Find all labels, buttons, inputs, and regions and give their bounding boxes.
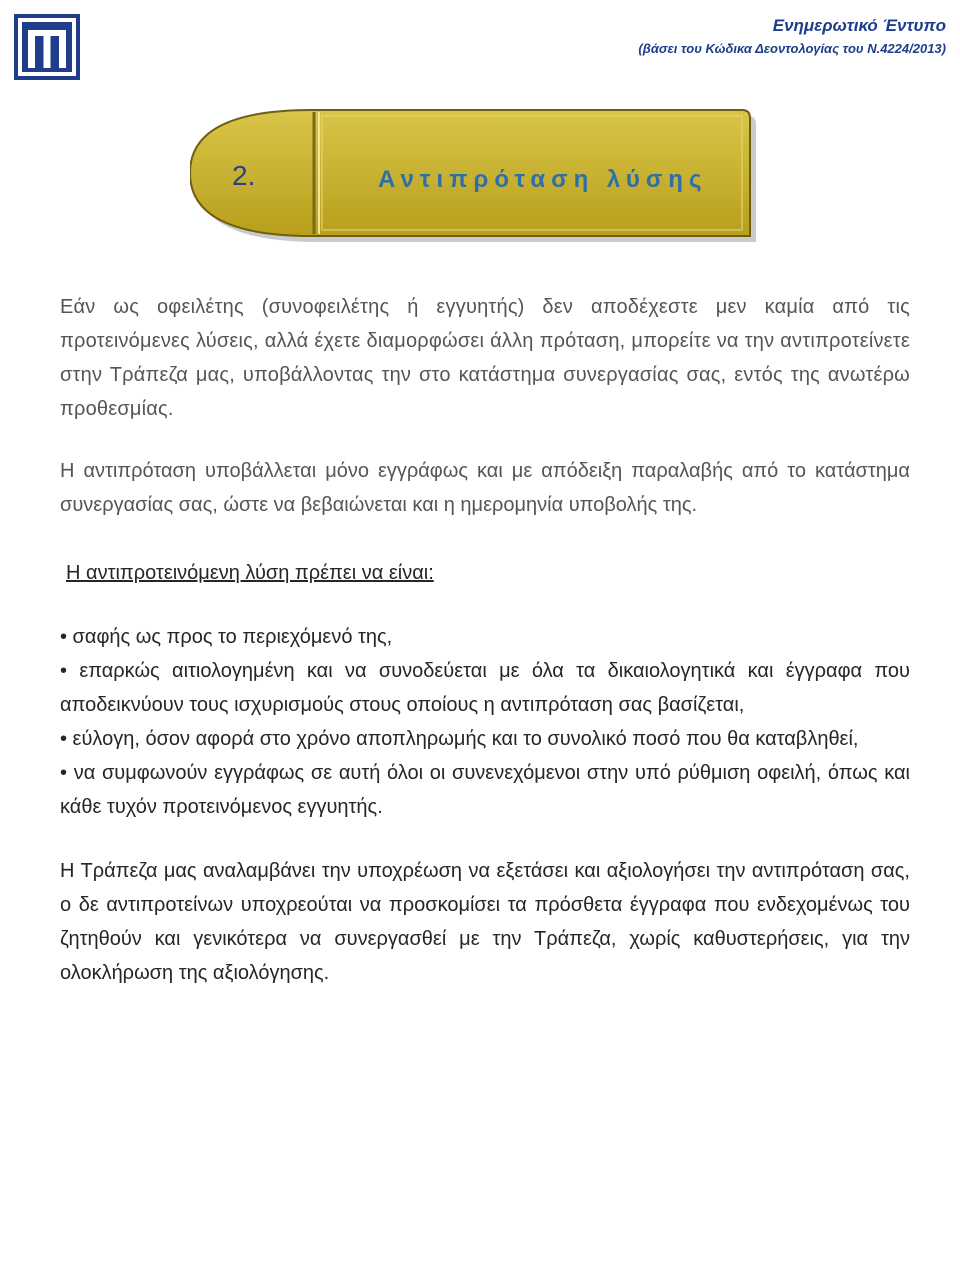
document-subtitle: (βάσει του Κώδικα Δεοντολογίας του Ν.4224/2013)	[638, 41, 946, 56]
paragraph-submission: Η αντιπρόταση υποβάλλεται μόνο εγγράφως και με απόδειξη παραλαβής από το κατάστημα συνεργασίας σας, ώστε να βεβαιώνεται και η ημερομηνία υποβολής της.	[60, 460, 910, 516]
paragraph-intro: Εάν ως οφειλέτης (συνοφειλέτης ή εγγυητής) δεν αποδέχεστε μεν καμία από τις προτεινόμενες λύσεις, αλλά έχετε διαμορφώσει άλλη πρόταση, μπορείτε να την αντιπροτείνετε στην Τράπεζα μας, υποβάλλοντας την στο κατάστημα συνεργασίας σας, εντός της ανωτέρω προθεσμίας.	[60, 296, 910, 420]
list-item: • εύλογη, όσον αφορά στο χρόνο αποπληρωμής και το συνολικό ποσό που θα καταβληθεί,	[60, 728, 859, 750]
bank-logo	[14, 14, 80, 80]
document-header	[638, 16, 946, 56]
section-number: 2.	[232, 160, 256, 191]
document-title: Ενημερωτικό Έντυπο	[772, 16, 946, 35]
requirements-heading: Η αντιπροτεινόμενη λύση πρέπει να είναι:	[66, 562, 434, 584]
section-banner	[190, 108, 760, 248]
paragraph-closing: Η Τράπεζα μας αναλαμβάνει την υποχρέωση να εξετάσει και αξιολογήσει την αντιπρόταση σας, ο δε αντιπροτείνων υποχρεούται να προσκομίσει τα πρόσθετα έγγραφα που ενδεχομένως του ζητηθούν και γενικότερα να συνεργασθεί με την Τράπεζα, χωρίς καθυστερήσεις, για την ολοκλήρωση της αξιολόγησης.	[60, 860, 910, 984]
document-body	[60, 290, 910, 990]
list-item: • σαφής ως προς το περιεχόμενό της,	[60, 626, 393, 648]
bank-logo-icon	[14, 14, 80, 80]
list-item: • επαρκώς αιτιολογημένη και να συνοδεύεται με όλα τα δικαιολογητικά και έγγραφα που αποδεικνύουν τους ισχυρισμούς στους οποίους η αντιπρόταση σας βασίζεται,	[60, 660, 910, 716]
requirements-list	[60, 620, 910, 824]
list-item: • να συμφωνούν εγγράφως σε αυτή όλοι οι συνενεχόμενοι στην υπό ρύθμιση οφειλή, όπως και κάθε τυχόν προτεινόμενος εγγυητής.	[60, 762, 910, 818]
section-title: Αντιπρόταση λύσης	[378, 166, 708, 193]
